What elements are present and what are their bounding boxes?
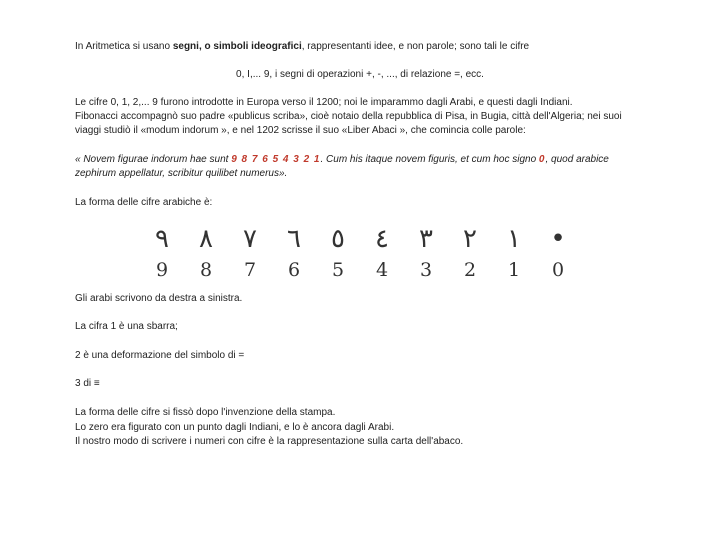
western-digit-0: 0 xyxy=(551,259,565,281)
latin-quote-line-2: zephirum appellatur, scribitur quilibet numerus». xyxy=(75,168,288,179)
arabic-numerals-row xyxy=(140,222,580,256)
western-digit-7: 7 xyxy=(243,259,257,281)
western-digit-1: 1 xyxy=(507,259,521,281)
closing-line-2: Lo zero era figurato con un punto dagli Indiani, e lo è ancora dagli Arabi. xyxy=(75,422,395,433)
quote-zero: 0 xyxy=(538,154,546,165)
western-digit-3: 3 xyxy=(419,259,433,281)
arabic-digit-5: ٥ xyxy=(331,224,345,254)
numerals-figure xyxy=(140,222,580,286)
history-line-2: Fibonacci accompagnò suo padre «publicus scriba», cioè notaio della repubblica di Pisa, in Bugia, città dell'Algeria; nei suoi xyxy=(75,111,622,122)
arabic-title: La forma delle cifre arabiche è: xyxy=(75,197,213,208)
quote-digits: 9 8 7 6 5 4 3 2 1 xyxy=(231,154,321,165)
arabic-digit-3: ٣ xyxy=(419,224,433,254)
closing-line-1: La forma delle cifre si fissò dopo l'invenzione della stampa. xyxy=(75,407,336,418)
arabic-digit-6: ٦ xyxy=(287,224,301,254)
arabic-digit-4: ٤ xyxy=(375,224,389,254)
intro-suffix: , rappresentanti idee, e non parole; sono tali le cifre xyxy=(301,41,530,52)
western-digit-4: 4 xyxy=(375,259,389,281)
arabic-digit-9: ٩ xyxy=(155,224,169,254)
arabic-digit-8: ٨ xyxy=(199,224,213,254)
intro-bold: segni, o simboli ideografici xyxy=(172,41,302,52)
quote-part-3: , quod arabice xyxy=(545,154,609,165)
arabic-digit-0: • xyxy=(550,224,566,254)
intro-paragraph xyxy=(75,40,529,53)
western-digit-2: 2 xyxy=(463,259,477,281)
arabic-digit-1: ١ xyxy=(507,224,521,254)
note-digit-1: La cifra 1 è una sbarra; xyxy=(75,321,178,332)
latin-quote-line-1 xyxy=(75,153,609,166)
note-digit-2: 2 è una deformazione del simbolo di = xyxy=(75,350,245,361)
western-numerals-row xyxy=(140,258,580,282)
arabic-digit-2: ٢ xyxy=(463,224,477,254)
intro-prefix: In Aritmetica si usano xyxy=(75,41,173,52)
quote-part-1: « Novem figurae indorum hae sunt xyxy=(75,154,232,165)
history-line-1: Le cifre 0, 1, 2,... 9 furono introdotte in Europa verso il 1200; noi le imparammo dagli Arabi, e questi dagli Indiani. xyxy=(75,97,573,108)
note-digit-3: 3 di ≡ xyxy=(75,378,100,389)
note-direction: Gli arabi scrivono da destra a sinistra. xyxy=(75,293,243,304)
closing-line-3: Il nostro modo di scrivere i numeri con cifre è la rappresentazione sulla carta dell'abaco. xyxy=(75,436,464,447)
western-digit-5: 5 xyxy=(331,259,345,281)
symbols-line: 0, I,... 9, i segni di operazioni +, -, ..., di relazione =, ecc. xyxy=(236,69,484,80)
history-line-3: viaggi studiò il «modum indorum », e nel 1202 scrisse il suo «Liber Abaci », che comincia colle parole: xyxy=(75,125,526,136)
quote-part-2: . Cum his itaque novem figuris, et cum hoc signo xyxy=(320,154,539,165)
western-digit-8: 8 xyxy=(199,259,213,281)
arabic-digit-7: ٧ xyxy=(243,224,257,254)
western-digit-6: 6 xyxy=(287,259,301,281)
western-digit-9: 9 xyxy=(155,259,169,281)
